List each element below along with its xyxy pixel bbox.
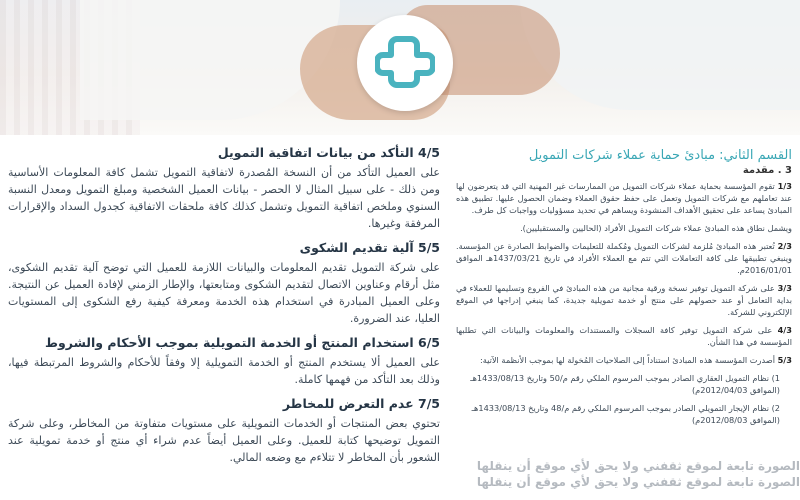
part-title: القسم الثاني: مبادئ حماية عملاء شركات التمويل <box>528 148 792 163</box>
section-5-5 <box>8 240 440 327</box>
list-item <box>456 282 792 318</box>
item-text: على شركة التمويل توفير كافة السجلات والمستندات والمعلومات والبيانات التي تطلبها المؤسسة في هذا الشأن. <box>456 325 792 347</box>
left-column <box>8 145 440 474</box>
intro-title: 3 . مقدمة <box>742 165 792 176</box>
right-column <box>456 148 792 432</box>
section-body: تحتوي بعض المنتجات أو الخدمات التمويلية على مستويات متفاوتة من المخاطر، وعلى شركة التمويل توضيحها كتابة للعميل. وعلى العميل أيضاً عدم شراء أي منتج أو خدمة تمويلية عند الشعور بأن المخاطر لا تتلاءم مع وضعه المالي. <box>8 417 440 464</box>
item-text: على شركة التمويل توفير نسخة ورقية مجانية من هذه المبادئ في الفروع وتسليمها للعملاء في بداية التعامل أو عند حصولهم على منتج أو خدمة تمويلية جديدة، كما ينبغي إدراجها في الموقع الإلكتروني للشركة. <box>456 283 792 317</box>
section-title: 4/5 التأكد من بيانات اتفاقية التمويل <box>217 145 440 160</box>
list-item <box>456 180 792 216</box>
sub-list-item: 1) نظام التمويل العقاري الصادر بموجب المرسوم الملكي رقم م/50 وتاريخ 1433/08/13هـ (الموافق 2012/04/03م) <box>470 373 780 395</box>
section-7-5 <box>8 396 440 466</box>
list-item <box>456 324 792 348</box>
item-number: 2/3 <box>777 241 792 251</box>
rounded-cross-logo-icon <box>375 35 435 91</box>
section-body: على العميل التأكد من أن النسخة المُصدرة لاتفاقية التمويل تشمل كافة المعلومات الأساسية ومن ذلك - على سبيل المثال لا الحصر - بيانات العميل الشخصية ومبلغ التمويل ومعدل النسبة السنوي وملخص اتفاقية التمويل وتشمل كذلك كافة ملحقات الاتفاقية كجدول السداد والإقرارات المرفقة وغيرها. <box>8 166 440 230</box>
section-body: على شركة التمويل تقديم المعلومات والبيانات اللازمة للعميل التي توضح آلية تقديم الشكوى، مثل أرقام وعناوين الاتصال لتقديم الشكوى ومتابعتها، والإطار الزمني لإفادة العميل عن النتيجة. وعلى العميل المبادرة في استخدام هذه الخدمة ومعرفة كيفية رفع الشكوى إلى المستويات العليا، عند الضرورة. <box>8 261 440 325</box>
watermark-line: الصورة تابعة لموقع ثقفني ولا يحق لأي موقع أن ينقلها <box>476 459 800 473</box>
list-item <box>456 354 792 366</box>
item-text: تُعتبر هذه المبادئ مُلزمة لشركات التمويل ومُكملة للتعليمات والضوابط الصادرة عن المؤسسة. وينبغي تطبيقها على كافة التعاملات التي تتم مع العملاء الأفراد في تاريخ 1437/03/21هـ الموافق 2016/01/01م. <box>456 241 792 275</box>
item-text: أصدرت المؤسسة هذه المبادئ استناداً إلى الصلاحيات المُخولة لها بموجب الأنظمة الآتية: <box>479 355 775 365</box>
section-title: 5/5 آلية تقديم الشكوى <box>299 240 440 255</box>
item-number: 3/3 <box>777 283 792 293</box>
item-text: ويشمل نطاق هذه المبادئ عملاء شركات التمويل الأفراد (الحاليين والمستقبليين). <box>520 223 792 233</box>
list-item <box>456 222 792 234</box>
header-photo <box>0 0 800 135</box>
item-number: 1/3 <box>777 181 792 191</box>
sub-list-item: 2) نظام الإيجار التمويلي الصادر بموجب المرسوم الملكي رقم م/48 وتاريخ 1433/08/13هـ (الموافق 2012/08/03م) <box>471 403 780 425</box>
logo-badge <box>357 15 453 111</box>
item-text: تقوم المؤسسة بحماية عملاء شركات التمويل من الممارسات غير المهنية التي قد يتعرضون لها عند تعاملهم مع شركات التمويل وتعمل على حفظ حقوق العملاء وضمان الحصول عليها. تطبيق هذه المبادئ يساعد على تحقيق الأهداف المنشودة ويساهم في تحديد مسؤوليات وواجبات كل طرف. <box>456 181 792 215</box>
list-item <box>456 240 792 276</box>
section-title: 6/5 استخدام المنتج أو الخدمة التمويلية بموجب الأحكام والشروط <box>45 335 440 350</box>
section-body: على العميل ألا يستخدم المنتج أو الخدمة التمويلية إلا وفقاً للأحكام والشروط المرتبطة فيها، وذلك بعد التأكد من فهمها كاملة. <box>8 356 440 386</box>
section-4-5 <box>8 145 440 232</box>
right-sleeve <box>520 0 800 110</box>
section-6-5 <box>8 335 440 388</box>
watermark-line: الصورة تابعة لموقع ثقفني ولا يحق لأي موقع أن ينقلها <box>476 475 800 489</box>
watermark <box>430 458 800 500</box>
item-number: 5/3 <box>777 355 792 365</box>
section-title: 7/5 عدم التعرض للمخاطر <box>282 396 440 411</box>
item-number: 4/3 <box>777 325 792 335</box>
